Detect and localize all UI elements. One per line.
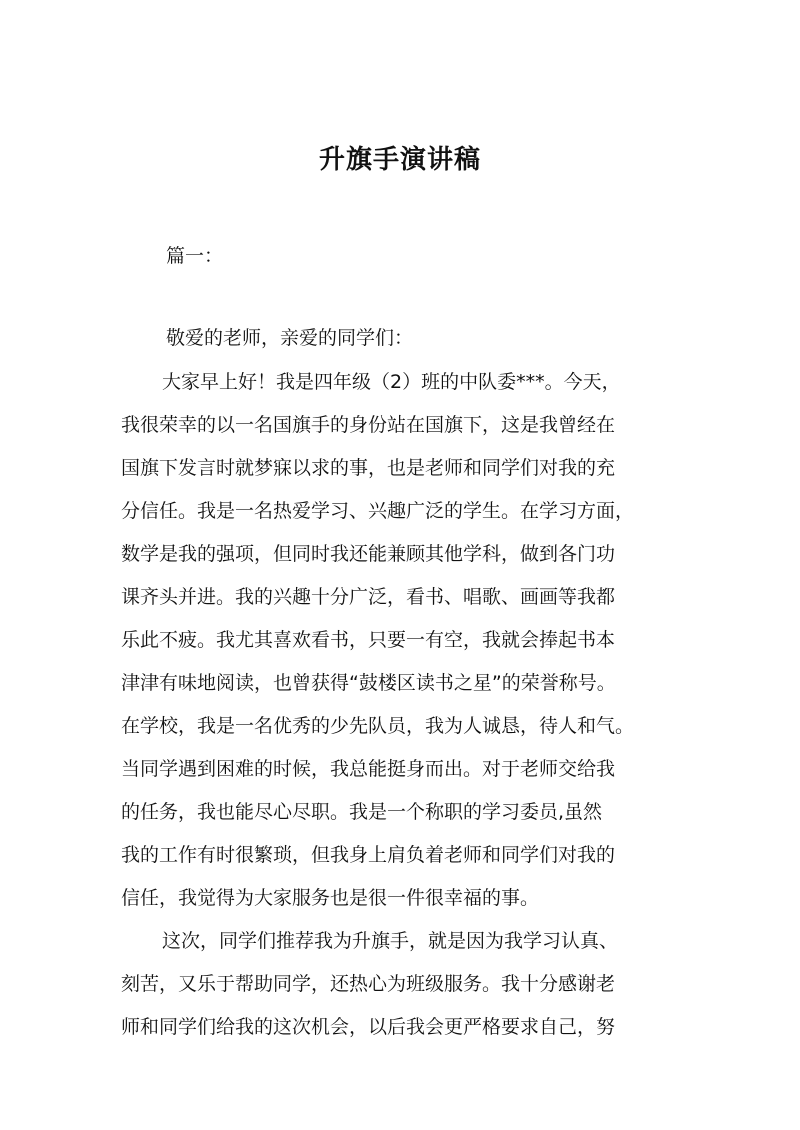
paragraph-line: 津津有味地阅读，也曾获得“鼓楼区读书之星”的荣誉称号。 [121, 672, 616, 694]
paragraph-line: 大家早上好！我是四年级（2）班的中队委***。今天， [162, 371, 621, 393]
section-heading: 篇一： [166, 245, 224, 267]
paragraph-line: 我的工作有时很繁琐，但我身上肩负着老师和同学们对我的 [121, 844, 616, 866]
paragraph-line: 信任，我觉得为大家服务也是很一件很幸福的事。 [121, 887, 540, 909]
document-title: 升旗手演讲稿 [318, 145, 481, 175]
paragraph-line: 我很荣幸的以一名国旗手的身份站在国旗下，这是我曾经在 [121, 414, 616, 436]
paragraph-line: 数学是我的强项，但同时我还能兼顾其他学科，做到各门功 [121, 543, 616, 565]
paragraph-line: 这次，同学们推荐我为升旗手，就是因为我学习认真、 [162, 930, 619, 952]
paragraph-line: 的任务，我也能尽心尽职。我是一个称职的学习委员,虽然 [121, 801, 603, 823]
paragraph-line: 国旗下发言时就梦寐以求的事，也是老师和同学们对我的充 [121, 457, 616, 479]
paragraph-line: 分信任。我是一名热爱学习、兴趣广泛的学生。在学习方面， [121, 500, 635, 522]
paragraph-line: 乐此不疲。我尤其喜欢看书，只要一有空，我就会捧起书本 [121, 629, 616, 651]
paragraph-line: 在学校，我是一名优秀的少先队员，我为人诚恳，待人和气。 [121, 715, 635, 737]
salutation: 敬爱的老师，亲爱的同学们： [166, 327, 414, 349]
paragraph-line: 师和同学们给我的这次机会，以后我会更严格要求自己，努 [121, 1016, 616, 1038]
paragraph-line: 刻苦，又乐于帮助同学，还热心为班级服务。我十分感谢老 [121, 973, 616, 995]
paragraph-line: 当同学遇到困难的时候，我总能挺身而出。对于老师交给我 [121, 758, 616, 780]
paragraph-line: 课齐头并进。我的兴趣十分广泛，看书、唱歌、画画等我都 [121, 586, 616, 608]
